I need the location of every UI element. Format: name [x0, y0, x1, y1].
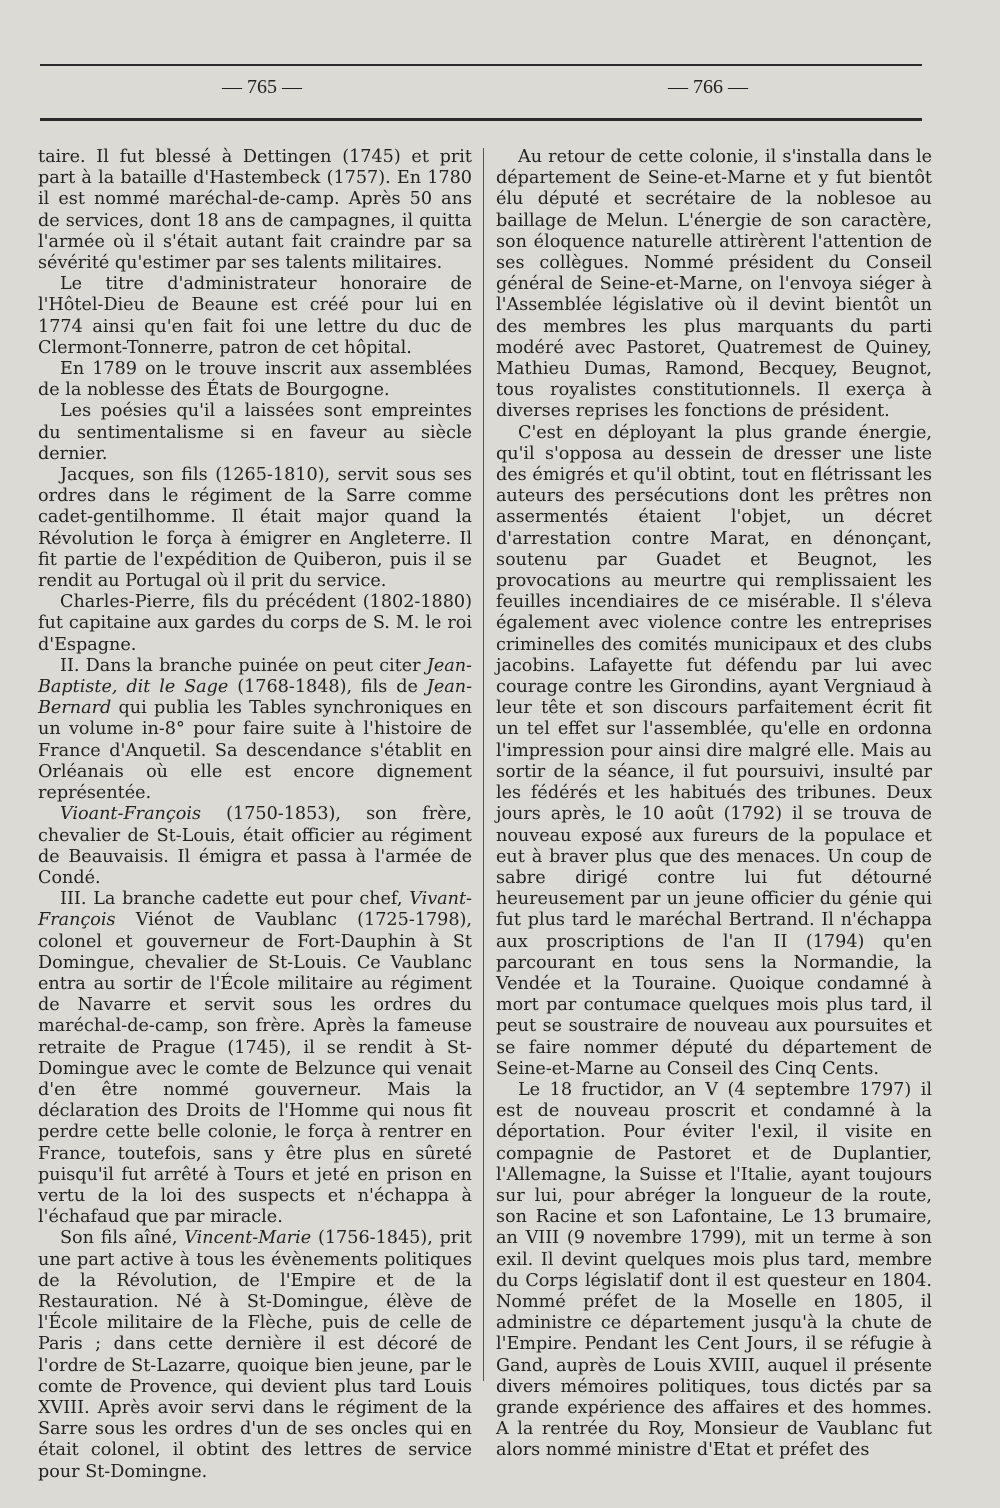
text-run: II. Dans la branche puinée on peut citer: [60, 655, 427, 676]
page-number-left: — 765 —: [222, 76, 302, 98]
left-paragraph-10: [38, 1228, 472, 1482]
person-name: Vivant-François: [38, 889, 472, 931]
left-paragraph-3: En 1789 on le trouve inscrit aux assemblées de la noblesse des États de Bourgogne.: [38, 359, 472, 401]
text-run: (1756-1845), prit une part active à tous les évènements politiques de la Révolution, de l'Empire et de la Restauration. Né à St-Domingue, élève de l'École militaire de la Flèche, puis de celle de Paris ; dans cette dernière il est décoré de l'ordre de St-Lazarre, quoique bien jeune, par le comte de Provence, qui devient plus tard Louis XVIII. Après avoir servi dans le régiment de la Sarre sous les ordres d'un de ses oncles qui en était colonel, il obtint des lettres de service pour St-Domingne.: [38, 1228, 472, 1482]
left-column: [38, 147, 472, 1483]
person-name: Vioant-François: [60, 804, 201, 825]
left-paragraph-5: Jacques, son fils (1265-1810), servit sous ses ordres dans le régiment de la Sarre comme cadet-gentilhomme. Il était major quand la Révolution le força à émigrer en Angleterre. Il fit partie de l'expédition de Quiberon, puis il se rendit au Portugal où il prit du service.: [38, 465, 472, 592]
header-rule-top: [40, 64, 922, 66]
right-paragraph-1: Au retour de cette colonie, il s'installa dans le département de Seine-et-Marne et y fut bientôt élu député et secrétaire de la noblesoe au baillage de Melun. L'énergie de son caractère, son éloquence naturelle attirèrent l'attention de ses collègues. Nommé président du Conseil général de Seine-et-Marne, on l'envoya siéger à l'Assemblée législative où il devint bientôt un des membres les plus marquants du parti modéré avec Pastoret, Quatremest de Quiney, Mathieu Dumas, Ramond, Becquey, Beugnot, tous royalistes constitutionnels. Il exerça à diverses reprises les fonctions de président.: [496, 147, 932, 422]
column-divider: [483, 148, 484, 1381]
page-number-right: — 766 —: [668, 76, 748, 98]
person-name: Jean-Baptiste, dit le Sage: [38, 655, 472, 698]
right-column: [496, 147, 932, 1462]
text-run: (1750-1853), son frère, chevalier de St-Louis, était officier au régiment de Beauvaisis. Il émigra et passa à l'armée de Condé.: [38, 804, 472, 888]
text-run: Viénot de Vaublanc (1725-1798), colonel et gouverneur de Fort-Dauphin à St Domingue, chevalier de St-Louis. Ce Vaublanc entra au sortir de l'École militaire au régiment de Navarre et servit sous les ordres du maréchal-de-camp, son frère. Après la fameuse retraite de Prague (1745), il se rendit à St-Domingue avec le comte de Belzunce qui venait d'en être nommé gouverneur. Mais la déclaration des Droits de l'Homme qui nous fit perdre cette belle colonie, le força à rentrer en France, toutefois, sans y être plus en sûreté puisqu'il fut arrêté à Tours et jeté en prison en vertu de la loi des suspects et n'échappa à l'échafaud que par miracle.: [38, 910, 472, 1228]
left-paragraph-6: Charles-Pierre, fils du précédent (1802-1880) fut capitaine aux gardes du corps de S. M. le roi d'Espagne.: [38, 592, 472, 655]
text-run: qui publia les Tables synchroniques en un volume in-8° pour faire suite à l'histoire de France d'Anquetil. Sa descendance s'établit en Orléanais où elle est encore dignement représentée.: [38, 698, 472, 804]
person-name: Vincent-Marie: [184, 1228, 312, 1249]
text-run: III. La branche cadette eut pour chef,: [60, 889, 410, 910]
left-paragraph-8: [38, 804, 472, 889]
text-run: Son fils aîné,: [60, 1228, 185, 1249]
left-paragraph-4: Les poésies qu'il a laissées sont empreintes du sentimentalisme si en faveur au siècle dernier.: [38, 401, 472, 464]
left-paragraph-2: Le titre d'administrateur honoraire de l'Hôtel-Dieu de Beaune est créé pour lui en 1774 ainsi qu'en fait foi une lettre du duc de Clermont-Tonnerre, patron de cet hôpital.: [38, 274, 472, 358]
right-paragraph-2: C'est en déployant la plus grande énergie, qu'il s'opposa au dessein de dresser une liste des émigrés et qu'il obtint, tout en flétrissant les auteurs des persécutions dont les prêtres non assermentés étaient l'objet, un décret d'arrestation contre Marat, en dénonçant, soutenu par Guadet et Beugnot, les provocations au meurtre qui remplissaient les feuilles incendiaires de ce misérable. Il s'éleva également avec violence contre les entreprises criminelles des comités municipaux et des clubs jacobins. Lafayette fut défendu par lui avec courage contre les Girondins, ayant Vergniaud à leur tête et son discours parfaitement écrit fit un tel effet sur l'assemblée, qu'elle en ordonna l'impression pour ainsi dire malgré elle. Mais au sortir de la séance, il fut poursuivi, insulté par les fédérés et les habitués des tribunes. Deux jours après, le 10 août (1792) il se trouva de nouveau exposé aux fureurs de la populace et eut à braver plus que des menaces. Un coup de sabre dirigé contre lui fut détourné heureusement par un jeune officier du génie qui fut plus tard le maréchal Bertrand. Il n'échappa aux proscriptions de l'an II (1794) qu'en parcourant en tous sens la Normandie, la Vendée et la Touraine. Quoique condamné à mort par contumace quelques mois plus tard, il peut se soustraire de nouveau aux poursuites et se faire nommer député du département de Seine-et-Marne au Conseil des Cinq Cents.: [496, 422, 932, 1079]
right-paragraph-3: Le 18 fructidor, an V (4 septembre 1797) il est de nouveau proscrit et condamné à la déportation. Pour éviter l'exil, il visite en compagnie de Pastoret et de Duplantier, l'Allemagne, la Suisse et l'Italie, ayant toujours sur lui, pour abréger la longueur de la route, son Racine et son Lafontaine, Le 13 brumaire, an VIII (9 novembre 1799), mit un terme à son exil. Il devint quelques mois plus tard, membre du Corps législatif dont il est questeur en 1804. Nommé préfet de la Moselle en 1805, il administre ce département jusqu'à la chute de l'Empire. Pendant les Cent Jours, il se réfugie à Gand, auprès de Louis XVIII, auquel il présente divers mémoires politiques, tous dictés par sa grande expérience des affaires et des hommes. A la rentrée du Roy, Monsieur de Vaublanc fut alors nommé ministre d'Etat et préfet des: [496, 1079, 932, 1461]
left-paragraph-1: taire. Il fut blessé à Dettingen (1745) et prit part à la bataille d'Hastembeck (1757). En 1780 il est nommé maréchal-de-camp. Après 50 ans de services, dont 18 ans de campagnes, il quitta l'armée où il s'était autant fait craindre par sa sévérité qu'estimer par ses talents militaires.: [38, 147, 472, 274]
header-rule-bottom: [40, 118, 922, 121]
person-name: Jean-Bernard: [38, 677, 473, 719]
left-paragraph-9: [38, 889, 472, 1228]
text-run: (1768-1848), fils de: [228, 677, 427, 698]
left-paragraph-7: [38, 656, 472, 804]
